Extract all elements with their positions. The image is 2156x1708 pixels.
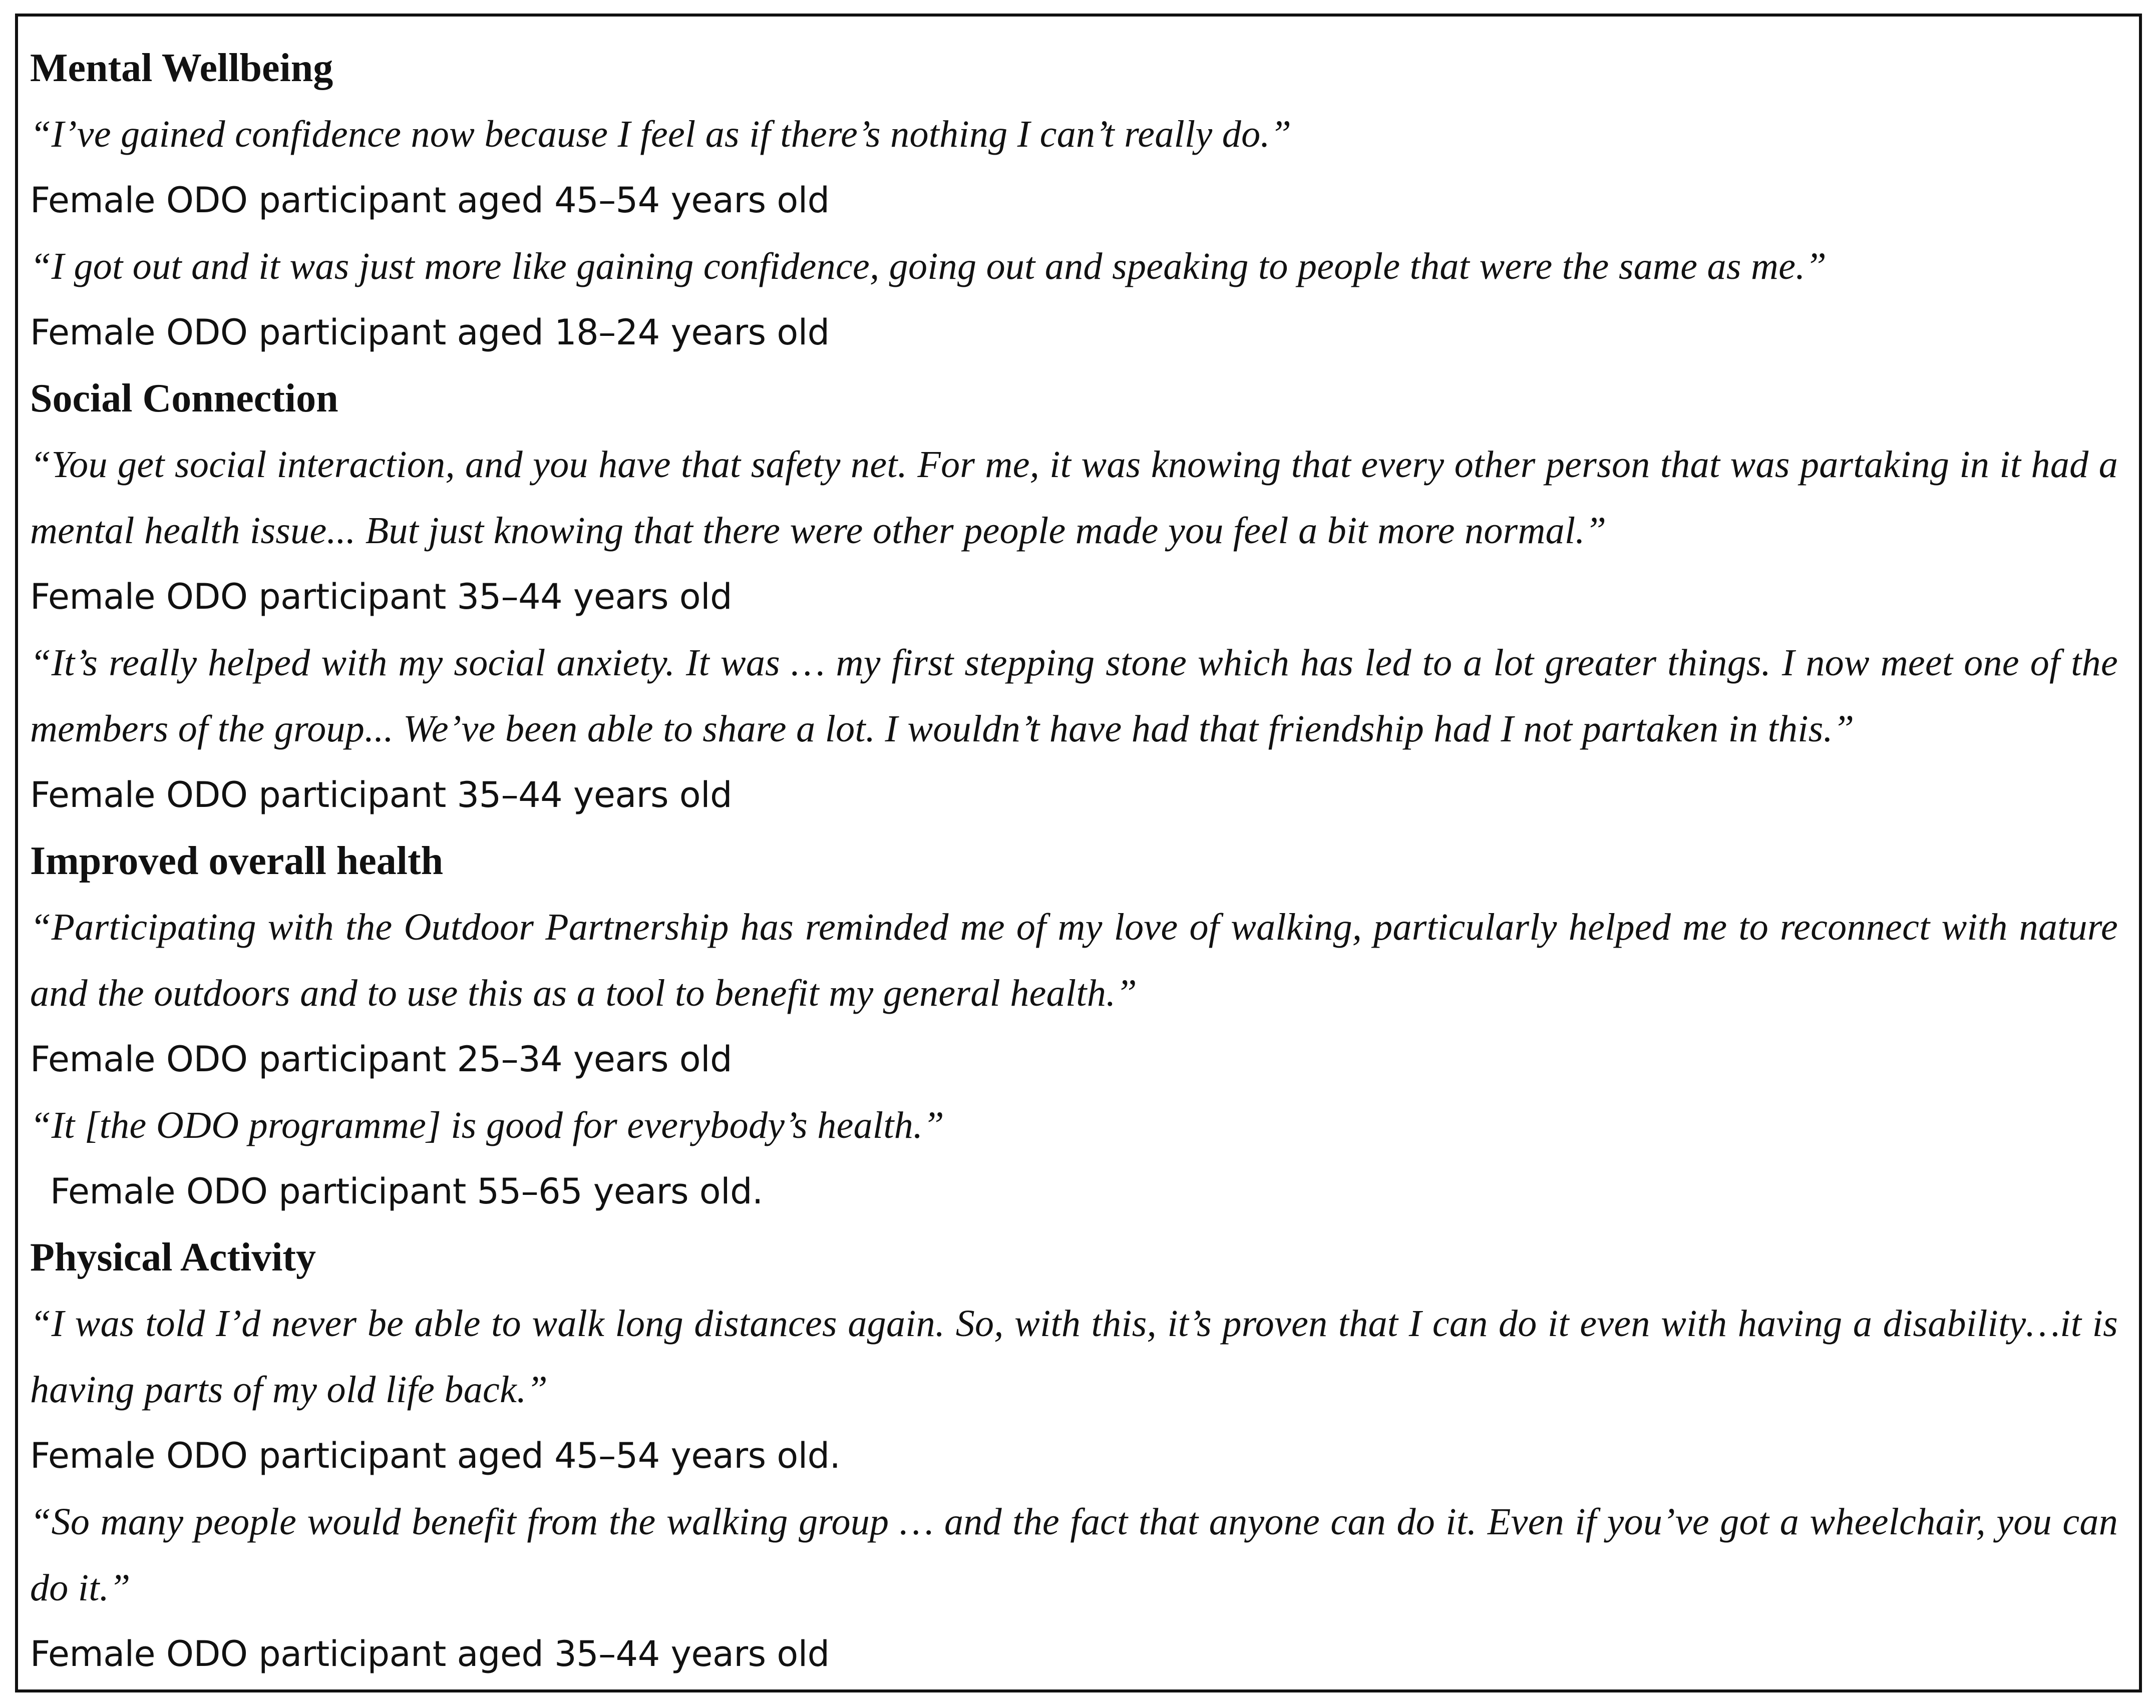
section-heading: Mental Wellbeing xyxy=(30,46,333,90)
participant-attribution: Female ODO participant aged 45–54 years old. xyxy=(30,1435,841,1476)
participant-attribution: Female ODO participant 35–44 years old xyxy=(30,774,733,815)
participant-quote: “I got out and it was just more like gaining confidence, going out and speaking to people that were the same as me.” xyxy=(30,245,1827,287)
participant-attribution: Female ODO participant 55–65 years old. xyxy=(50,1171,763,1212)
participant-quote: “I’ve gained confidence now because I feel as if there’s nothing I can’t really do.” xyxy=(30,113,1292,155)
participant-quote: “It [the ODO programme] is good for everybody’s health.” xyxy=(30,1104,944,1146)
participant-attribution: Female ODO participant 35–44 years old xyxy=(30,576,733,617)
section-heading: Social Connection xyxy=(30,376,338,420)
section-heading: Improved overall health xyxy=(30,839,444,883)
participant-attribution: Female ODO participant aged 18–24 years old xyxy=(30,312,830,353)
participant-attribution: Female ODO participant 25–34 years old xyxy=(30,1039,733,1080)
participant-quote: “So many people would benefit from the walking group … and the fact that anyone can do it. Even if you’ve got a wheelchair, you can do it.” xyxy=(30,1501,2118,1609)
participant-attribution: Female ODO participant aged 35–44 years old xyxy=(30,1633,830,1674)
participant-quote: “Participating with the Outdoor Partnership has reminded me of my love of walking, particularly helped me to reconnect with nature and the outdoors and to use this as a tool to benefit my general health.” xyxy=(30,906,2118,1014)
participant-quote: “I was told I’d never be able to walk long distances again. So, with this, it’s proven that I can do it even with having a disability…it is having parts of my old life back.” xyxy=(30,1303,2118,1411)
participant-quote: “You get social interaction, and you have that safety net. For me, it was knowing that every other person that was partaking in it had a mental health issue... But just knowing that there were other people made you feel a bit more normal.” xyxy=(30,444,2118,552)
participant-quote: “It’s really helped with my social anxiety. It was … my first stepping stone which has led to a lot greater things. I now meet one of the members of the group... We’ve been able to share a lot. I wouldn’t have had that friendship had I not partaken in this.” xyxy=(30,642,2118,750)
quote-list xyxy=(30,35,2118,1687)
section-heading: Physical Activity xyxy=(30,1235,316,1279)
participant-attribution: Female ODO participant aged 45–54 years old xyxy=(30,180,830,221)
